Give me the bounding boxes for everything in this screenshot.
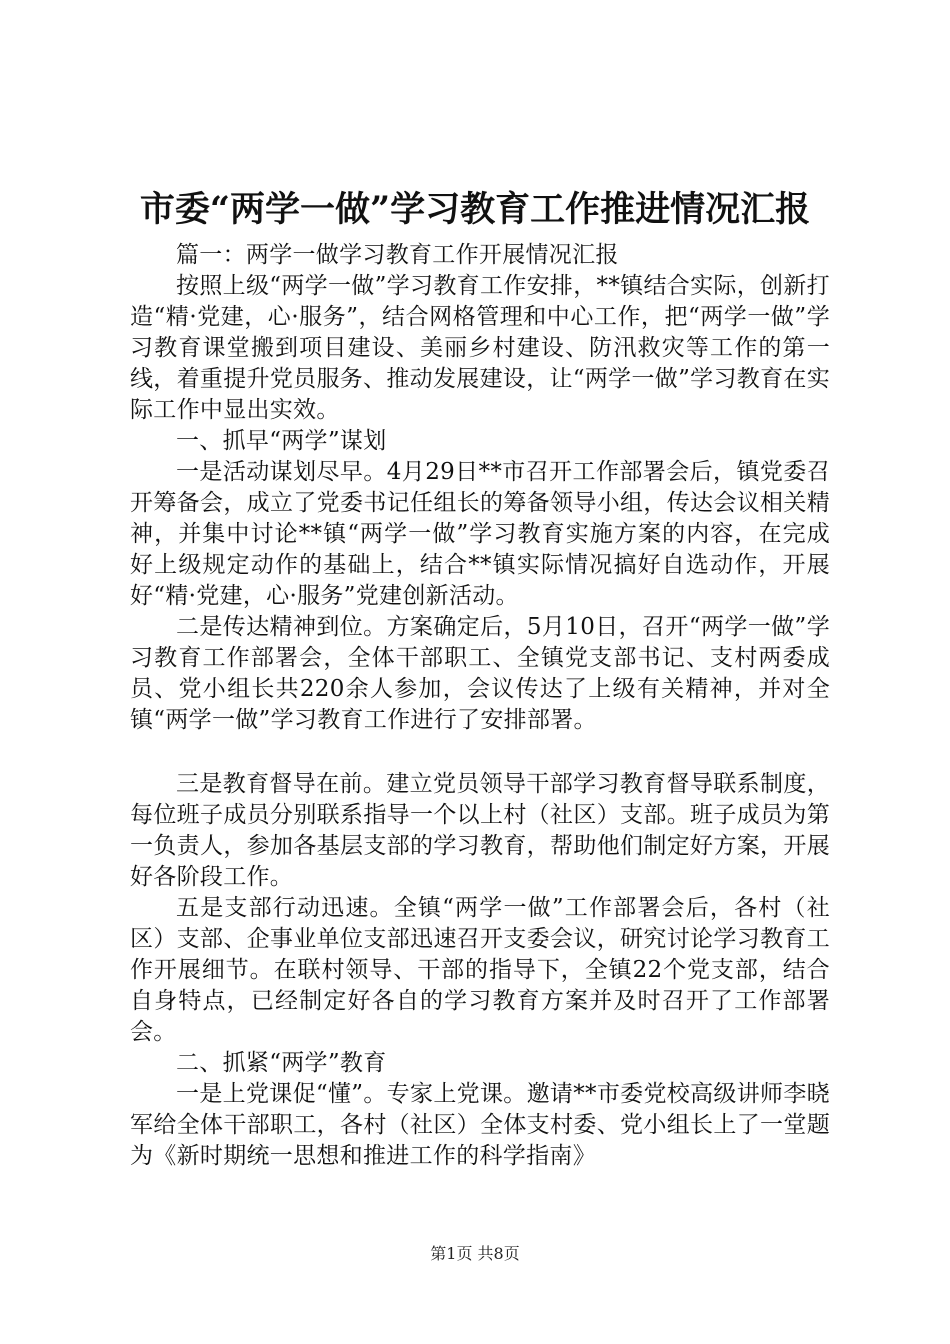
paragraph-item: 五是支部行动迅速。全镇“两学一做”工作部署会后，各村（社区）支部、企事业单位支部迅速召开支委会议，研究讨论学习教育工作开展细节。在联村领导、干部的指导下，全镇22个党支部，结合自身特点，已经制定好各自的学习教育方案并及时召开了工作部署会。 xyxy=(130,895,830,1045)
document-title: 市委“两学一做”学习教育工作推进情况汇报 xyxy=(139,189,811,230)
paragraph-item: 一是上党课促“懂”。专家上党课。邀请**市委党校高级讲师李晓军给全体干部职工，各村（社区）全体支村委、党小组长上了一堂题为《新时期统一思想和推进工作的科学指南》 xyxy=(130,1081,830,1169)
paragraph-subtitle: 篇一：两学一做学习教育工作开展情况汇报 xyxy=(176,242,619,268)
paragraph-item: 一是活动谋划尽早。4月29日**市召开工作部署会后，镇党委召开筹备会，成立了党委书记任组长的筹备领导小组，传达会议相关精神，并集中讨论**镇“两学一做”学习教育实施方案的内容，在完成好上级规定动作的基础上，结合**镇实际情况搞好自选动作，开展好“精·党建，心·服务”党建创新活动。 xyxy=(130,459,830,609)
document-body xyxy=(130,240,830,1172)
paragraph-intro: 按照上级“两学一做”学习教育工作安排，**镇结合实际，创新打造“精·党建，心·服务”，结合网格管理和中心工作，把“两学一做”学习教育课堂搬到项目建设、美丽乡村建设、防汛救灾等工作的第一线，着重提升党员服务、推动发展建设，让“两学一做”学习教育在实际工作中显出实效。 xyxy=(130,273,830,423)
page-footer: 第1页 共8页 xyxy=(430,1244,520,1263)
paragraph-item: 三是教育督导在前。建立党员领导干部学习教育督导联系制度，每位班子成员分别联系指导一个以上村（社区）支部。班子成员为第一负责人，参加各基层支部的学习教育，帮助他们制定好方案，开展好各阶段工作。 xyxy=(130,771,830,890)
paragraph-item: 二是传达精神到位。方案确定后，5月10日，召开“两学一做”学习教育工作部署会，全体干部职工、全镇党支部书记、支村两委成员、党小组长共220余人参加，会议传达了上级有关精神，并对全镇“两学一做”学习教育工作进行了安排部署。 xyxy=(130,614,830,733)
section-heading-2: 二、抓紧“两学”教育 xyxy=(176,1050,387,1076)
paragraph-gap xyxy=(130,736,830,769)
section-heading-1: 一、抓早“两学”谋划 xyxy=(176,428,387,454)
